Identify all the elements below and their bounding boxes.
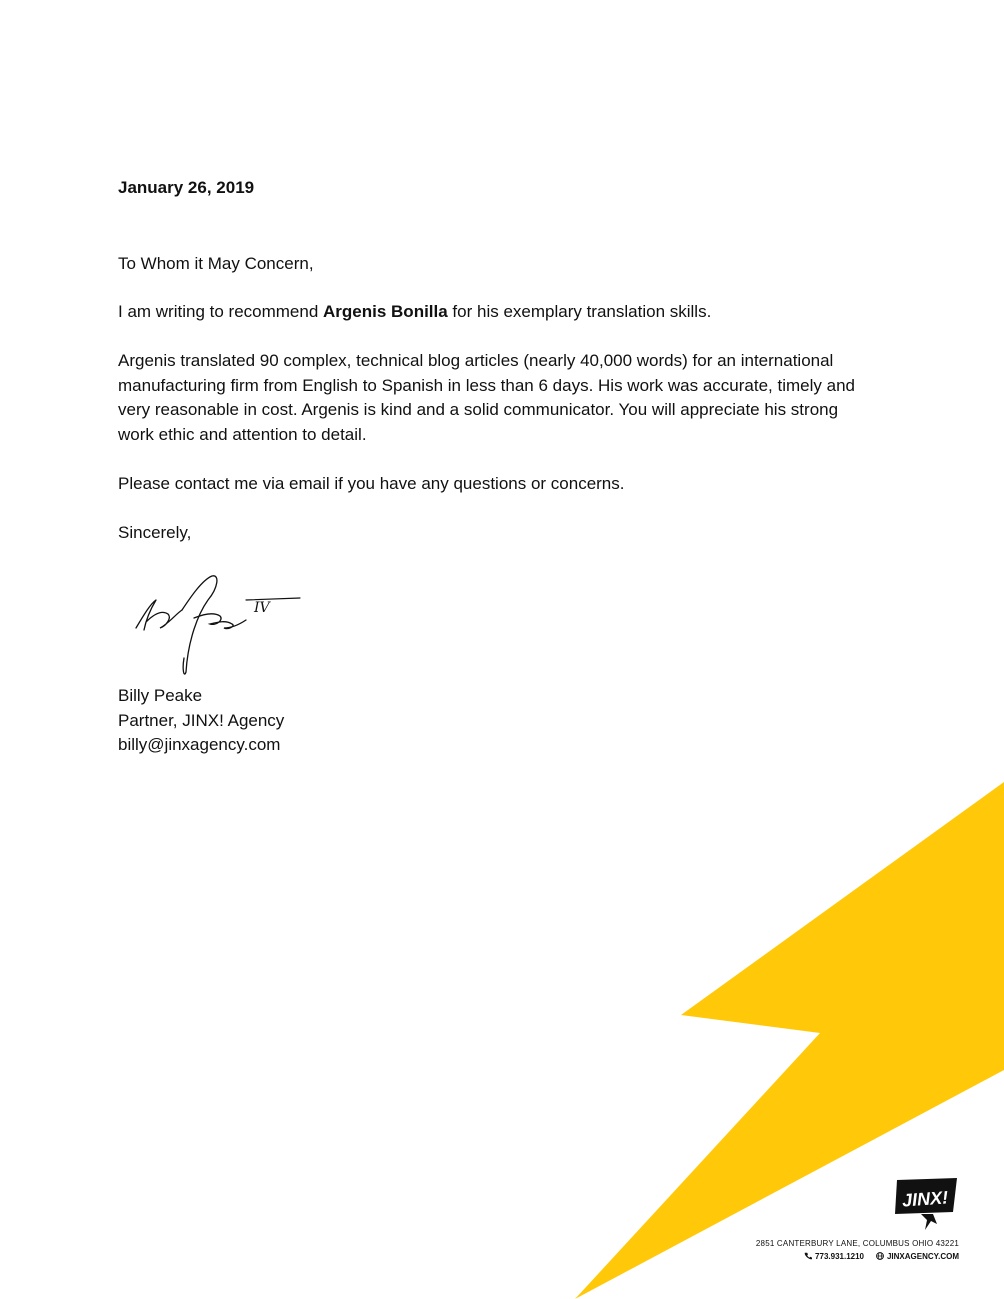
footer-phone[interactable]: 773.931.1210 [815,1252,864,1261]
signature-block [118,684,284,758]
phone-icon [804,1252,812,1260]
closing: Sincerely, [118,523,192,542]
letterhead-footer [699,1178,959,1261]
footer-website[interactable]: JINXAGENCY.COM [886,1252,959,1261]
signer-title: Partner, JINX! Agency [118,710,285,730]
logo-text: JINX! [901,1187,949,1211]
salutation: To Whom it May Concern, [118,254,314,273]
jinx-logo[interactable] [891,1178,959,1230]
main-paragraph: Argenis translated 90 complex, technical blog articles (nearly 40,000 words) for an international manufacturing firm from English to Spanish in less than 6 days. His work was accurate, timely and very reasonable in cost. Argenis is kind and a solid communicator. You will appreciate his strong work ethic and attention to detail. [118,351,855,444]
contact-paragraph: Please contact me via email if you have any questions or concerns. [118,474,625,493]
signer-name: Billy Peake [118,686,203,705]
signer-email[interactable]: billy@jinxagency.com [118,735,281,754]
footer-address: 2851 CANTERBURY LANE, COLUMBUS OHIO 43221 [755,1239,959,1248]
globe-icon [876,1252,884,1260]
footer-contact [699,1252,959,1261]
candidate-name: Argenis Bonilla [323,302,448,321]
letter-date: January 26, 2019 [118,178,255,197]
handwritten-signature [128,570,308,680]
intro-text-after: for his exemplary translation skills. [447,302,712,321]
intro-paragraph [118,300,878,325]
intro-text-before: I am writing to recommend [118,302,324,321]
signature-suffix: IV [254,600,270,616]
